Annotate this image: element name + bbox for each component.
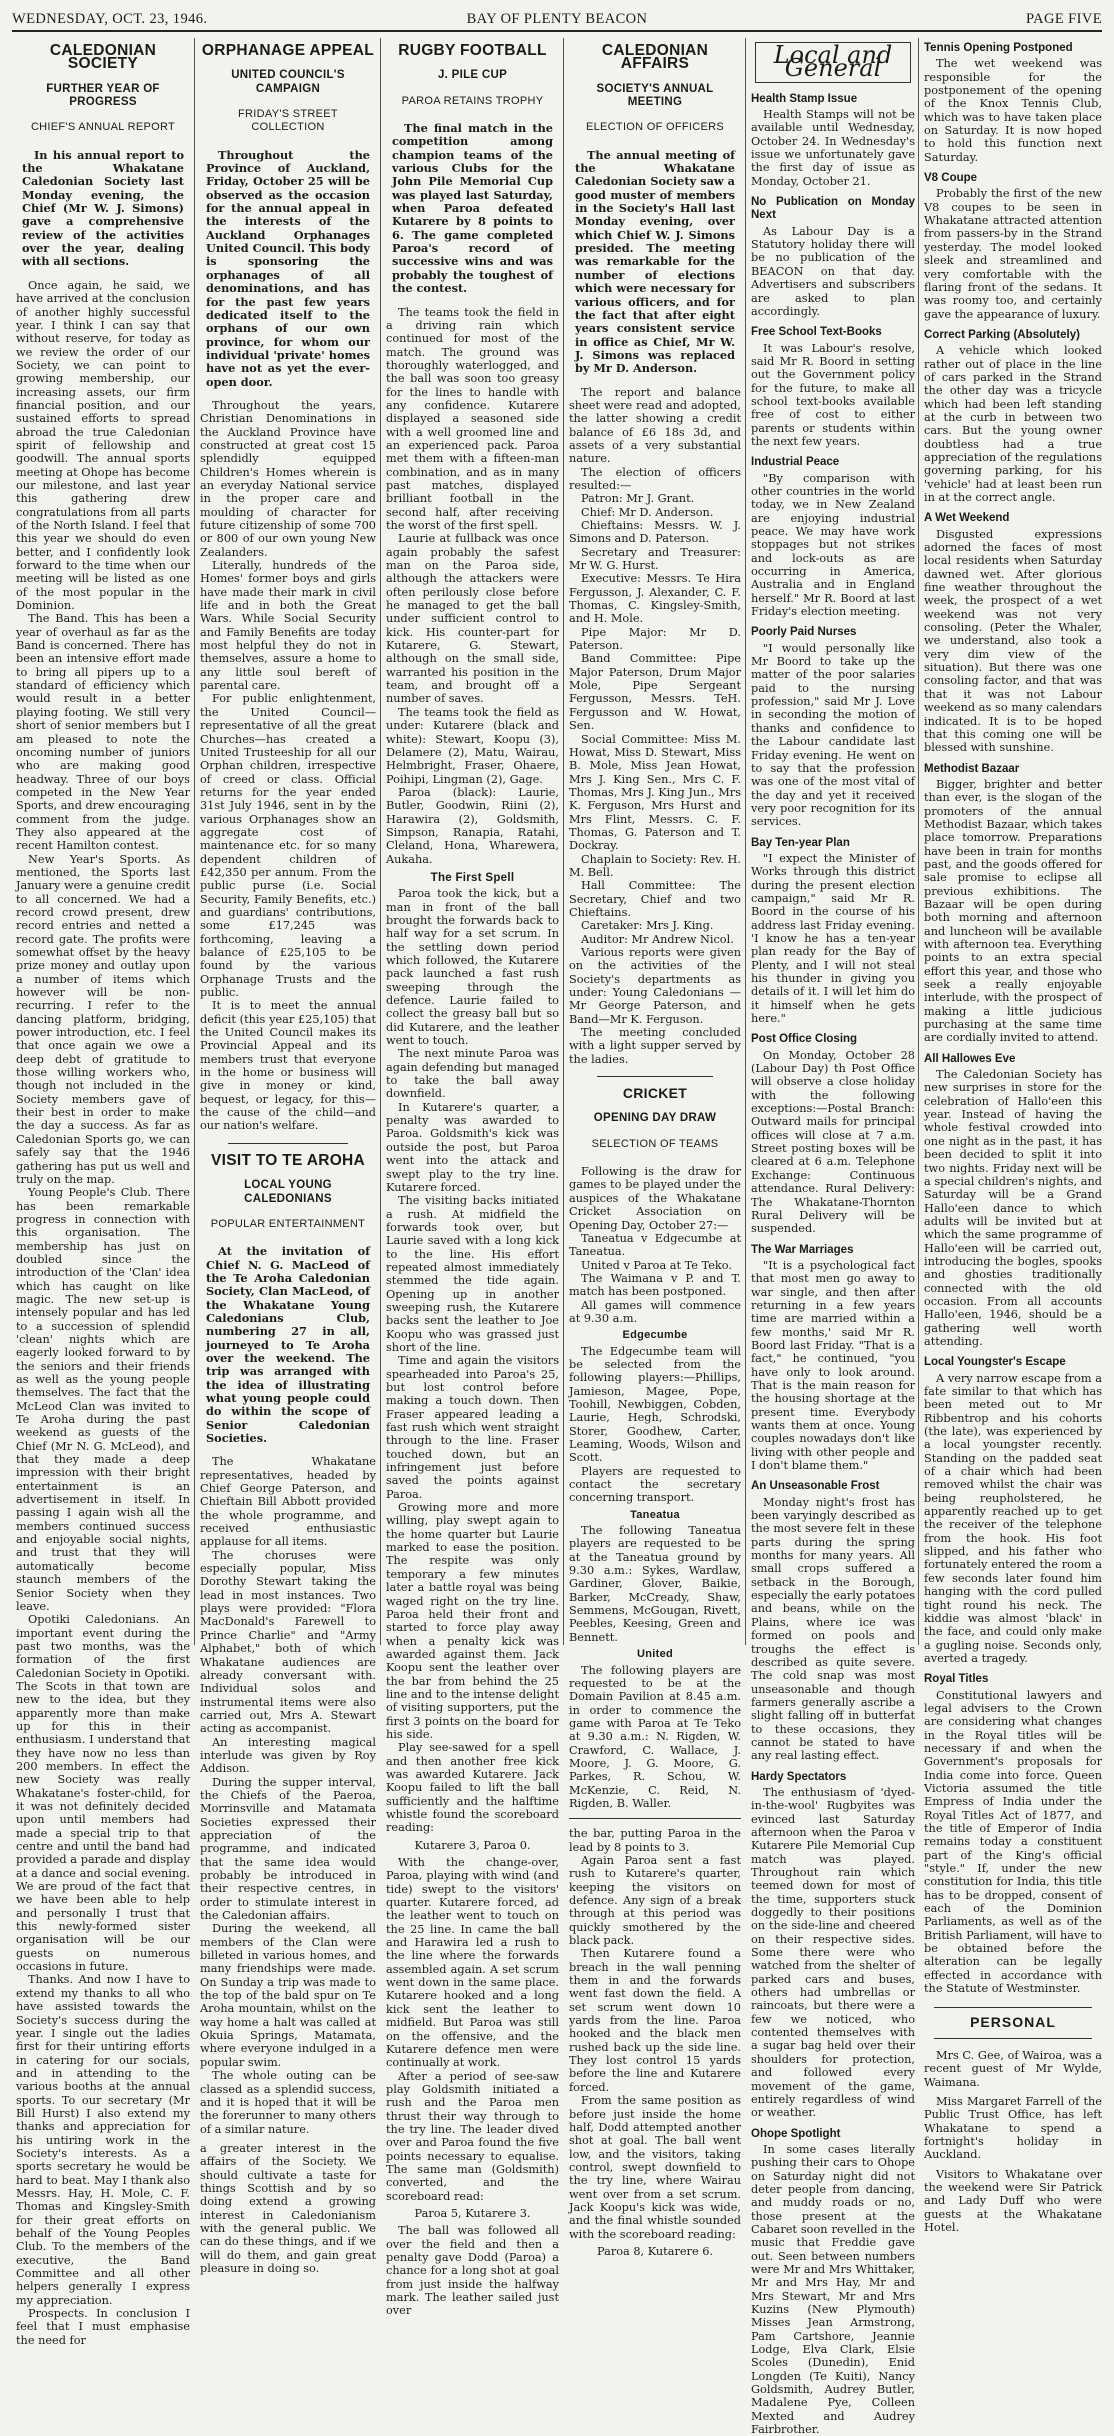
paragraph: The Waimana v P. and T. match has been postponed. [569, 1271, 741, 1299]
headline: VISIT TO TE AROHA [210, 1151, 366, 1169]
scoreline: Paroa 5, Kutarere 3. [414, 2206, 531, 2220]
paragraph: Again Paroa sent a fast rush to Kutarere's quarter, keeping the visitors on defence. Any sign of a break through at this period was quickly smothered by the black pack. [569, 1853, 741, 1948]
officer-entry: Secretary and Treasurer: Mr W. G. Hurst. [569, 545, 741, 573]
masthead [12, 8, 1102, 32]
paragraph: Time and again the visitors spearheaded into Paroa's 25, but lost control before making a touch down. Then Fraser appeared leading a fast rush which went straight through to the line. Fraser touched down, but an infringement just before saved the points against Paroa. [386, 1354, 559, 1501]
officer-entry: Chaplain to Society: Rev. H. M. Bell. [569, 852, 741, 879]
headline: CRICKET [622, 1085, 688, 1102]
paragraph: The Edgecumbe team will be selected from the following players:—Phillips, Jamieson, Magee, Pope, Toohill, Newbiggen, Cobden, Laurie, Hegh, Schrodski, Storer, Goodhew, Carter, Leaming, Woods, Wilson and Scott. [569, 1344, 741, 1465]
paragraph: All games will commence at 9.30 a.m. [569, 1298, 741, 1325]
subheadline: OPENING DAY DRAW [593, 1112, 717, 1125]
personal-heading: PERSONAL [934, 2007, 1092, 2038]
item-heading: V8 Coupe [924, 172, 978, 185]
paragraph: Throughout the years, Christian Denominations in the Auckland Province have constructed at great cost 15 splendidly equipped Children's Homes wherein is an everyday National service in the proper care and moulding of character for future citizenship of some 700 or 800 of our own young New Zealanders. [200, 398, 376, 559]
scoreline: Paroa 8, Kutarere 6. [596, 2244, 713, 2258]
section-heading: Edgecumbe [622, 1329, 688, 1342]
paragraph: Taneatua v Edgecumbe at Taneatua. [569, 1231, 741, 1259]
paragraph: Paroa took the kick, but a man in front of the ball brought the forwards back to half way for a set scrum. In the settling down period which followed, the Kutarere pack launched a fast rush sweeping through the defence. Laurie failed to collect the greasy ball but so did Kutarere, and the leather went to touch. [386, 887, 559, 1048]
paragraph: Young People's Club. There has been remarkable progress in connection with this organisation. The membership has just on doubled since the introduction of the 'Clan' idea which has caught on like magic. The new set-up is intensely popular and has led to a succession of splendid 'clean' nights which are eagerly looked forward to by the seniors and their friends as well as the young people themselves. The fact that the McLeod Clan was invited to Te Aroha during the past weekend as guests of the Chief (Mr N. G. McLeod), and that they made a deep impression with their bright entertainment is an advertisement in itself. In passing I again wish all the members continued success and enjoyable social nights, and trust that they will automatically become staunch members of the Senior Society when they leave. [16, 1186, 190, 1613]
deck: POPULAR ENTERTAINMENT [210, 1217, 366, 1230]
item-heading: An Unseasonable Frost [751, 1480, 880, 1493]
item-text: The enthusiasm of 'dyed-in-the-wool' Rugbyites was evinced last Saturday afternoon when the Paroa v Kutarere Pile Memorial Cup match was played. Throughout rain which teemed down for most of the time, supporters stuck doggedly to their positions on the side-line and cheered on their respective sides. Some there were who watched from the shelter of parked cars and buses, others had umbrellas or raincoats, but there were a few we noticed, who contented themselves with a sugar bag held over their shoulders for protection, and followed every movement of the game, entirely regardless of wind or weather. [751, 1785, 915, 2120]
paragraph: The whole outing can be classed as a splendid success, and it is hoped that it will be the forerunner to many others of a similar nature. [200, 2069, 376, 2136]
item-text: Constitutional lawyers and legal advisers to the Crown are considering what changes in the Royal titles will be necessary if and when the Government's proposals for India come into force. Queen Victoria assumed the title Empress of India under the Royal Titles Act of 1877, and the title of Emperor of India remains today a constituent part of the King's official "style." If, under the new constitution for India, this title has to be dropped, consent of each of the Dominion Parliaments, as well as of the British Parliament, will have to be obtained before the alteration can be legally effected in accordance with the Statute of Westminster. [924, 1688, 1102, 1996]
item-text: Health Stamps will not be available until Wednesday, October 24. In Wednesday's issue we unfortunately gave the first day of issue as Monday, October 21. [751, 108, 915, 188]
subheadline: SOCIETY'S ANNUAL MEETING [596, 82, 714, 109]
paragraph: It is to meet the annual deficit (this year £25,105) that the United Council makes its Provincial Appeal and its members trust that everyone in the home or business will give in money or kind, bequest, or legacy, for this—the cause of the child—and our nation's welfare. [200, 999, 376, 1133]
item-text: "By comparison with other countries in the world today, we in New Zealand are enjoying industrial peace. We may have work stoppages but not strikes and lock-outs as are occurring in America, Australia and in England herself." Mr R. Boord at last Friday's election meeting. [751, 471, 915, 619]
paragraph: Growing more and more willing, play swept again to the home quarter but Laurie marked to ease the position. The respite was only temporary a few minutes later a battle royal was being waged right on the try line. Paroa held their front and started to force play away when a penalty kick was awarded against them. Jack Koopu sent the leather over the bar from behind the 25 line and to the intense delight of visiting supporters, put the first 3 points on the board for his side. [386, 1501, 559, 1741]
item-heading: Free School Text-Books [751, 326, 882, 339]
newspaper-title: BAY OF PLENTY BEACON [466, 11, 648, 27]
section-heading: Taneatua [630, 1508, 680, 1521]
paragraph: Prospects. In conclusion I feel that I must emphasise the need for [16, 2307, 190, 2347]
officer-entry: Social Committee: Miss M. Howat, Miss D. Stewart, Miss B. Mole, Miss Jean Howat, Mrs J. King Sen., Mrs C. F. Thomas, Mrs J. King Jun., Mrs K. Ferguson, Mrs Hurst and Mrs Flint, Messrs. C. F. Thomas, G. Paterson and T. Dockray. [569, 732, 741, 853]
column-caledonian-society [14, 38, 192, 2347]
subheadline: UNITED COUNCIL'S CAMPAIGN [231, 69, 345, 95]
officer-entry: Patron: Mr J. Grant. [581, 492, 695, 506]
lead-paragraph: At the invitation of Chief N. G. MacLeod of the Te Aroha Caledonian Society, Clan MacLeod, of the Whakatane Young Caledonians Club, numbering 27 in all, journeyed to Te Aroha over the weekend. The trip was arranged with the idea of illustrating what young people could do within the scope of Senior Caledonian Societies. [206, 1244, 370, 1445]
paragraph: The report and balance sheet were read and adopted, the latter showing a credit balance of £6 18s 3d, and assets of a very substantial nature. [569, 385, 741, 466]
paragraph: During the weekend, all members of the Clan were billeted in various homes, and many friendships were made. On Sunday a trip was made to the top of the bald spur on Te Aroha mountain, whilst on the way home a halt was called at Okuia Springs, Matamata, where everyone indulged in a popular swim. [200, 1922, 376, 2069]
item-text: As Labour Day is a Statutory holiday there will be no publication of the BEACON on that day. Advertisers and subscribers are asked to plan accordingly. [751, 224, 915, 318]
personal-item: Miss Margaret Farrell of the Public Trust Office, has left Whakatane to spend a fortnight's holiday in Auckland. [924, 2094, 1102, 2162]
subheadline: LOCAL YOUNG CALEDONIANS [244, 1179, 332, 1205]
item-heading: Methodist Bazaar [924, 762, 1020, 775]
item-text: "I expect the Minister of Works through this district during the present election campaign," said Mr R. Boord in the course of his address last Friday evening. 'I know he has a ten-year plan ready for the Bay of Plenty, and I will not steal his thunder in giving you details of it. I will let him do it himself when he gets here." [751, 851, 915, 1026]
item-heading: The War Marriages [751, 1243, 854, 1256]
paragraph: Play see-sawed for a spell and then another free kick was awarded Kutarere. Jack Koopu failed to lift the ball sufficiently and the halftime whistle found the scoreboard reading: [386, 1741, 559, 1835]
item-heading: Post Office Closing [751, 1033, 858, 1046]
paragraph: The following players are requested to be at the Domain Pavilion at 8.45 a.m. in order to commence the game with Paroa at Te Teko at 9.30 a.m.: N. Rigden, W. Crawford, C. Wallace, J. Moore, J. G. Moore, G. Parkes, R. Schou, W. McKenzie, C. Reid, N. Rigden, B. Waller. [569, 1663, 741, 1810]
item-text: Bigger, brighter and better than ever, is the slogan of the promoters of the annual Methodist Bazaar, which takes place tomorrow. Preparations have been in train for months past, and the goods offered for sale promise to eclipse all previous exhibitions. The Bazaar will be open during both morning and afternoon and luncheon will be available with afternoon tea. Everything points to an extra special effort this year, and those who seek a really enjoyable interlude, with the prospect of making a little judicious purchasing at the same time are cordially invited to attend. [924, 777, 1102, 1045]
section-title: Local and General [755, 42, 911, 83]
paragraph: Paroa (black): Laurie, Butler, Goodwin, Riini (2), Harawira (2), Goldsmith, Simpson, Ranapia, Ratahi, Cleland, Hona, Wharewera, Aukaha. [386, 785, 559, 866]
item-heading: Poorly Paid Nurses [751, 626, 857, 639]
lead-paragraph: The annual meeting of the Whakatane Caledonian Society saw a good muster of members in the Society's Hall last Monday evening, over which Chief W. J. Simons presided. The meeting was remarkable for the number of elections which were necessary for various officers, and for the fact that after eight years consistent service in office as Chief, Mr W. J. Simons was replaced by Mr D. Anderson. [575, 147, 735, 376]
item-heading: Ohope Spotlight [751, 2127, 841, 2140]
officer-entry: Auditor: Mr Andrew Nicol. [581, 932, 734, 946]
item-text: In some cases literally pushing their cars to Ohope on Saturday night did not deter people from dancing, and muddy roads or no, those present at the Cabaret soon revelled in the music that Freddie gave out. Seen between numbers were Mr and Mrs Whittaker, Mr and Mrs Hay, Mr and Mrs Stewart, Mr and Mrs Kuzins (New Plymouth) Misses Jean Armstrong, Pam Cartshore, Jeannie Lodge, Elva Clark, Elsie Scoles (Dunedin), Enid Longden (Te Kuiti), Nancy Goldsmith, Audrey Butler, Madalene Pye, Colleen Mexted and Audrey Fairbrother. [751, 2142, 915, 2436]
column-notes-personal [922, 38, 1104, 2234]
officer-entry: Hall Committee: The Secretary, Chief and two Chieftains. [569, 879, 741, 919]
headline: ORPHANAGE APPEAL [201, 42, 375, 59]
paragraph: With the change-over, Paroa, playing with wind (and tide) swept to the visitors' quarter. Kutarere forced, ad the leather went to touch on the 25 line. In came the ball and Harawira led a rush to the line where the forwards assembled again. A set scrum went down in the same place. Kutarere hooked and a long kick sent the leather to midfield. But Paroa was still on the offensive, and the Kutarere defence men were continually at work. [386, 1856, 559, 2070]
item-heading: Local Youngster's Escape [924, 1356, 1066, 1369]
item-heading: A Wet Weekend [924, 512, 1010, 525]
divider [569, 1818, 741, 1819]
paragraph: Various reports were given on the activities of the Society's departments as under: Young Caledonians —Mr George Paterson, and Band—Mr K. Ferguson. [569, 946, 741, 1026]
paragraph: The next minute Paroa was again defending but managed to take the ball away downfield. [386, 1047, 559, 1101]
divider [228, 1143, 348, 1144]
deck: ELECTION OF OFFICERS [585, 121, 724, 134]
item-text: A vehicle which looked rather out of place in the line of cars parked in the Strand the other day was a tricycle which had been left standing at the curb in between two cars. But the young owner doubtless had a true appreciation of the regulations governing parking, for his 'vehicle' had at least been run in at the correct angle. [924, 344, 1102, 504]
paragraph: Then Kutarere found a breach in the wall penning them in and the forwards went fast down the field. A set scrum went down 10 yards from the line. Paroa hooked and the black men rushed back up the side line. They lost control 15 yards before the line and Kutarere forced. [569, 1947, 741, 2094]
column-rule [194, 38, 195, 1645]
headline: RUGBY FOOTBALL [398, 42, 547, 59]
paragraph: For public enlightenment, the United Council—representative of all the great Churches—has created a United Trusteeship for all our Orphan children, irrespective of creed or class. Official returns for the year ended 31st July 1946, sent in by the various Orphanages show an aggregate cost of maintenance etc. for so many dependent children of £42,350 per annum. From the public purse (i.e. Social Security, Family Benefits, etc.) and guardians' contributions, some £17,245 was forthcoming, leaving a balance of £25,105 to be found by the various Orphanage Trusts and the public. [200, 692, 376, 1000]
paragraph: The visiting backs initiated a rush. At midfield the forwards took over, but Laurie saved with a long kick to the line. His effort repeated almost immediately stemmed the tide again. Opening up in another sweeping rush, the Kutarere backs sent the leather to Joe Koopu who was grassed just short of the line. [386, 1194, 559, 1354]
paragraph: Opotiki Caledonians. An important event during the past two months, was the formation of the first Caledonian Society in Opotiki. The Scots in that town are new to the idea, but they apparently more than make up for this in their enthusiasm. I understand that they have now no less than 200 members. In effect the new Society was really Whakatane's foster-child, for it was not definitely decided upon until members had made a special trip to that centre and until the band had provided a parade and display at a dance and social evening. We are proud of the fact that we have been able to help and personally I trust that this newly-formed sister organisation will be our guests on numerous occasions in future. [16, 1613, 190, 1974]
headline: CALEDONIAN AFFAIRS [601, 42, 709, 73]
column-rule [380, 38, 381, 1645]
continued-text: the bar, putting Paroa in the lead by 8 points to 3. [569, 1827, 741, 1854]
section-heading: The First Spell [430, 871, 515, 884]
paragraph: In Kutarere's quarter, a penalty was awarded to Paroa. Goldsmith's kick was outside the post, but Paroa went into the attack and swept play to the try line. Kutarere forced. [386, 1100, 559, 1194]
lead-paragraph: The final match in the competition among champion teams of the various Clubs for the John Pile Memorial Cup was played last Saturday, when Paroa defeated Kutarere by 8 points to 6. The game completed Paroa's record of successive wins and was probably the toughest of the contest. [392, 121, 553, 296]
column-rule [563, 38, 564, 1645]
paragraph: An interesting magical interlude was given by Roy Addison. [200, 1735, 376, 1776]
lead-paragraph: Throughout the Province of Auckland, Friday, October 25 will be observed as the occasion for the annual appeal in the interests of the Auckland Orphanages United Council. This body is sponsoring the orphanages of all denominations, and has for the past few years dedicated itself to the orphans of our own province, for whom our individual 'private' homes have not as yet the ever-open door. [206, 147, 370, 389]
item-text: Disgusted expressions adorned the faces of most local residents when Saturday dawned wet. After glorious fine weather throughout the week, the prospect of a wet weekend was not very consoling. (Peter the Whaler, we understand, also took a very dim view of the situation). But there was one consoling factor, and that was that it was not Labour weekend as so many calendars indicated. It is to be hoped that this coming one will be blessed with sunshine. [924, 527, 1102, 755]
personal-item: Visitors to Whakatane over the weekend were Sir Patrick and Lady Duff who were guests at the Whakatane Hotel. [924, 2167, 1102, 2234]
paragraph: Following is the draw for games to be played under the auspices of the Whakatane Cricket Association on Opening Day, October 27:— [569, 1165, 741, 1232]
deck: PAROA RETAINS TROPHY [401, 94, 544, 107]
deck: SELECTION OF TEAMS [591, 1137, 719, 1150]
officer-entry: Chief: Mr D. Anderson. [581, 505, 714, 519]
officer-entry: Chieftains: Messrs. W. J. Simons and D. Paterson. [569, 519, 741, 546]
paragraph: The choruses were especially popular, Miss Dorothy Stewart taking the lead in most instances. Two plays were provided: "Flora MacDonald's Farewell to Prince Charlie" and "Army Alphabet," both of which Whakatane audiences are already conversant with. Individual solos and instrumental items were also carried out, Mrs A. Stewart acting as accompanist. [200, 1548, 376, 1736]
section-heading: United [636, 1648, 674, 1661]
paragraph: The teams took the field as under: Kutarere (black and white): Stewart, Koopu (3), Delamere (2), Matu, Wairau, Helmbright, Fraser, Ohaere, Poihipi, Lingman (2), Gage. [386, 705, 559, 786]
paragraph: Once again, he said, we have arrived at the conclusion of another highly successful year. I think I can say that without reserve, for today as we review the order of our Society, we can point to growing membership, our increasing assets, our firm financial position, and our sustained efforts to spread abroad the true Caledonian spirit of fellowship and goodwill. The annual sports meeting at Ohope has become our milestone, and last year this gathering drew congratulations from all parts of the North Island. I feel that this year we should do even better, and I confidently look forward to the time when our meeting will be listed as one of the most popular in the Dominion. [16, 278, 190, 613]
item-text: The wet weekend was responsible for the postponement of the opening of the Knox Tennis Club, which was to have taken place on Saturday. It is now hoped to hold this function next Saturday. [924, 57, 1102, 164]
column-local-and-general [749, 38, 917, 2436]
item-text: Probably the first of the new V8 coupes to be seen in Whakatane attracted attention from passers-by in the Strand yesterday. The model looked sleek and streamlined and very comfortable with the flaring front of the sedans. It was roomy too, and certainly gave the appearance of luxury. [924, 187, 1102, 321]
deck: CHIEF'S ANNUAL REPORT [30, 121, 176, 134]
column-rule [745, 38, 746, 1645]
item-heading: Royal Titles [924, 1673, 989, 1686]
headline: CALEDONIAN SOCIETY [49, 42, 157, 73]
item-text: It was Labour's resolve, said Mr R. Boord in setting out the Government policy for the future, to make all school text-books available free of cost to either parents or students within the next few years. [751, 341, 915, 448]
item-text: On Monday, October 28 (Labour Day) th Post Office will observe a close holiday with the following exceptions:—Postal Branch: Outward mails for principal offices will close at 7 a.m. Street posting boxes will be cleared at 6 a.m. Telephone Exchange: Continuous attendance. Rural Delivery: The Whakatane-Thornton Rural Delivery will be suspended. [751, 1048, 915, 1236]
officer-entry: Executive: Messrs. Te Hira Fergusson, J. Alexander, C. F. Thomas, C. Kingsley-Smith, and H. Mole. [569, 572, 741, 626]
item-text: Monday night's frost has been varyingly described as the most severe felt in these parts during the spring months for many years. All small crops suffered a setback in the Borough, especially the early potatoes and beans, while on the Plains, where ice was formed on pools and troughs the effect is described as quite severe. The cold snap was most unseasonable and though farmers generally ascribe a slight falling off in butterfat to these occasions, they cannot be stated to have any real lasting effect. [751, 1495, 915, 1763]
paragraph: The teams took the field in a driving rain which continued for most of the match. The ground was thoroughly waterlogged, and the ball was soon too greasy for the lines to handle with any confidence. Kutarere displayed a seasoned side with a well groomed line and an experienced pack. Paroa met them with a fifteen-man combination, and as in many past matches, displayed brilliant football in the second half, after receiving the worst of the first spell. [386, 305, 559, 532]
column-caledonian-affairs [567, 38, 743, 2258]
subheadline: FURTHER YEAR OF PROGRESS [46, 82, 160, 109]
paragraph: Laurie at fullback was once again probably the safest man on the Paroa side, although the attackers were often perilously close before he managed to get the ball under sufficient control to kick. His counter-part for Kutarere, G. Stewart, although on the small side, warranted his position in the team, and brought off a number of saves. [386, 532, 559, 706]
item-heading: Correct Parking (Absolutely) [924, 328, 1080, 341]
paragraph: After a period of see-saw play Goldsmith initiated a rush and the Paroa men thrust their way through to the try line. The leader dived over and Paroa found the five points necessary to equalise. The same man (Goldsmith) converted, and the scoreboard read: [386, 2069, 559, 2203]
officer-entry: Band Committee: Pipe Major Paterson, Drum Major Mole, Pipe Sergeant Fergusson, Messrs. TeH. Fergusson and W. Howat, Sen. [569, 652, 741, 733]
item-heading: Tennis Opening Postponed [924, 42, 1073, 54]
column-orphanage-appeal [198, 38, 378, 2275]
column-rugby-football [384, 38, 561, 2318]
paragraph: The Band. This has been a year of overhaul as far as the Band is concerned. There has been an intensive effort made to bring all pipers up to a standard of efficiency which would result in a better playing footing. We still very short of senior members but I am pleased to note the oncoming number of juniors who are making good headway. Three of our boys competed in the New Year Sports, and drew encouraging comment from the judge. They also appeared at the recent Hamilton contest. [16, 612, 190, 853]
personal-item: Mrs C. Gee, of Wairoa, was a recent guest of Mr Wylde, Waimana. [924, 2048, 1102, 2089]
scoreline: Kutarere 3, Paroa 0. [414, 1838, 531, 1852]
paragraph: Thanks. And now I have to extend my thanks to all who have assisted towards the Society's success during the year. I single out the ladies first for their untiring efforts in catering for our socials, and in attending to the various booths at the annual sports. To our secretary (Mr Bill Hurst) I also extend my thanks and appreciation for his untiring work in the Society's interests. As a sports secretary he would be hard to beat. May I thank also Messrs. Hay, H. Mole, C. F. Thomas and Kingsley-Smith for their great efforts on behalf of the Young Peoples Club. To the members of the executive, the Band Committee and all other helpers generally I express my appreciation. [16, 1973, 190, 2307]
item-heading: Bay Ten-year Plan [751, 836, 850, 849]
officer-entry: Caretaker: Mrs J. King. [581, 919, 714, 933]
item-text: The Caledonian Society has new surprises in store for the celebration of Hallo'een this year. Instead of having the whole festival crowded into one night as in the past, it has been decided to split it into two nights. Friday next will be a special children's nights, and Saturday will be a Grand Hallo'een dance to which adults will be invited but at which the same programme of Hallo'een will be carried out, introducing the bogles, spooks and ghosties traditionally connected with the old occasion. From all accounts Hallo'een, 1946, should be a gathering well worth attending. [924, 1068, 1102, 1348]
paragraph: The following Taneatua players are requested to be at the Taneatua ground by 9.30 a.m.: Sykes, Wardlaw, Gardiner, Glover, Baikie, Barker, McCready, Shaw, Semmens, McGougan, Rivett, Peebles, Keesing, Green and Bennett. [569, 1524, 741, 1644]
item-heading: No Publication on Monday Next [751, 196, 915, 222]
item-text: "It is a psychological fact that most men go away to war single, and then after returning in a few years time are married within a few months,' said Mr R. Boord last Friday. "That is a fact," he continued, "you have only to look around. That is the main reason for the housing shortage at the present time. Everybody wants them at once. Young couples nowadays don't like living with other people and I don't blame them." [751, 1258, 915, 1473]
paragraph: During the supper interval, the Chiefs of the Paeroa, Morrinsville and Matamata Societies expressed their appreciation of the programme, and indicated that the same idea would probably be introduced in their respective centres, in order to stimulate interest in the Caledonian affairs. [200, 1775, 376, 1923]
continued-text: a greater interest in the affairs of the Society. We should cultivate a taste for things Scottish and by so doing extend a growing interest in Caledonianism with the general public. We can do these things, and if we will do them, and gain great pleasure in doing so. [200, 2141, 376, 2275]
paragraph: From the same position as before just inside the home half, Dodd attempted another shot at goal. The ball went low, and the visitors, taking control, swept downfield to the try line, where Wairau went over from a set scrum. Jack Koopu's kick was wide, and the final whistle sounded with the scoreboard reading: [569, 2094, 741, 2241]
subheadline: J. PILE CUP [437, 69, 508, 82]
page-number: PAGE FIVE [1026, 11, 1102, 27]
item-text: A very narrow escape from a fate similar to that which has been meted out to Mr Ribbentrop and his cohorts (the late), was experienced by a local youngster recently. Standing on the padded seat of a chair which had been removed whilst the chair was being reupholstered, he apparently reached up to get the receiver of the telephone from the hook. His foot slipped, and his father who fortunately entered the room a few seconds later found him hanging with the cord pulled tight round his neck. The kiddie was almost 'black' in the face, and could only make a gugling noise. Seconds only, averted a tragedy. [924, 1371, 1102, 1665]
paragraph: United v Paroa at Te Teko. [581, 1258, 732, 1272]
item-heading: Health Stamp Issue [751, 92, 858, 105]
paragraph: The ball was followed all over the field and then a penalty gave Dodd (Paroa) a chance for a long shot at goal from just inside the halfway mark. The leather sailed just over [386, 2224, 559, 2318]
divider [597, 1076, 714, 1077]
paragraph: The election of officers resulted:— [569, 465, 741, 492]
paragraph: Literally, hundreds of the Homes' former boys and girls have made their mark in civil life and in both the Great Wars. While Social Security and Family Benefits are today most helpful they do not in themselves, assure a home to any little soul bereft of parental care. [200, 559, 376, 693]
item-heading: All Hallowes Eve [924, 1052, 1016, 1065]
column-rule [918, 38, 919, 1645]
item-text: "I would personally like Mr Boord to take up the matter of the poor salaries paid to the nursing profession," said Mr J. Love in seconding the motion of thanks and confidence to the Labour candidate last Friday evening. He went on to say that the profession was one of the most vital of the day and yet it received very poor recognition for its services. [751, 641, 915, 829]
officer-entry: Pipe Major: Mr D. Paterson. [569, 625, 741, 653]
lead-paragraph: In his annual report to the Whakatane Caledonian Society last Monday evening, the Chief (Mr W. J. Simons) gave a comprehensive review of the activities over the year, dealing with all sections. [22, 147, 184, 269]
deck: FRIDAY'S STREET COLLECTION [238, 108, 338, 134]
item-heading: Hardy Spectators [751, 1770, 847, 1783]
item-heading: Industrial Peace [751, 456, 840, 469]
paragraph: The meeting concluded with a light supper served by the ladies. [569, 1026, 741, 1066]
paragraph: The Whakatane representatives, headed by Chief George Paterson, and Chieftain Bill Abbott provided the whole programme, and received enthusiastic applause for all items. [200, 1455, 376, 1549]
paragraph: Players are requested to contact the secretary concerning transport. [569, 1464, 741, 1505]
paragraph: New Year's Sports. As mentioned, the Sports last January were a genuine credit to all concerned. We had a record crowd present, drew record entries and netted a record gate. The profits were somewhat offset by the heavy prize money and outlay upon a number of items which however will be non-recurring. I refer to the dancing platform, bridging, power introduction, etc. I feel that once again we owe a deep debt of gratitude to those willing workers who, though not included in the Society members gave of their best in order to make the day a success. As far as Caledonian Sports go, we can safely say that the 1946 gathering has put us well and truly on the map. [16, 852, 190, 1186]
issue-date: WEDNESDAY, OCT. 23, 1946. [12, 11, 208, 27]
